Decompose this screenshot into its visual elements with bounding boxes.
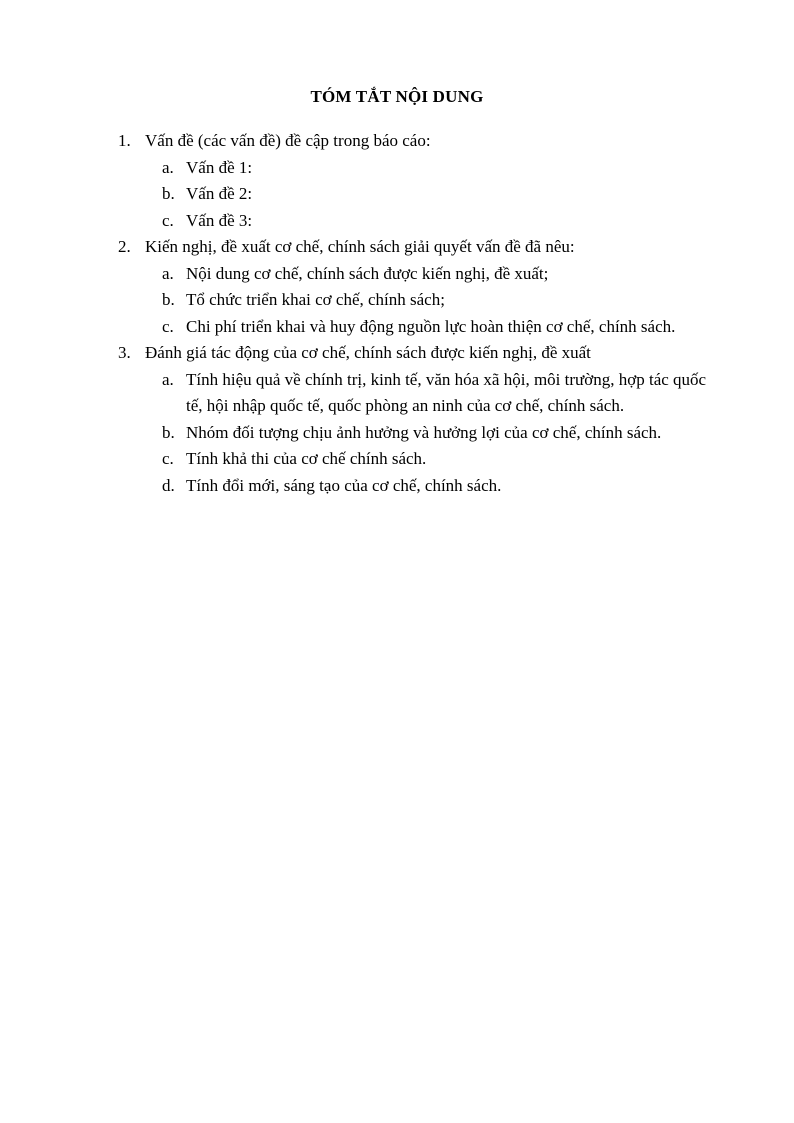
list-item-number: 1. [118,131,131,150]
sub-item [118,367,708,420]
sub-item-text: Tổ chức triển khai cơ chế, chính sách; [186,290,445,309]
sub-item-letter: a. [162,369,174,389]
page-title: TÓM TẮT NỘI DUNG [310,87,484,106]
sub-item [118,261,708,288]
sub-item-letter: b. [162,290,175,309]
list-item-section-2 [118,234,708,261]
sub-item-letter: c. [162,210,174,230]
sub-item-text: Tính đổi mới, sáng tạo của cơ chế, chính sách. [186,475,502,495]
sub-item [118,314,708,341]
list-item-number: 3. [118,343,131,362]
sub-item [118,208,708,235]
sub-item [118,287,708,314]
sub-item-letter: c. [162,316,174,336]
list-item-section-1 [118,128,708,155]
sub-item [118,155,708,182]
sub-item-letter: a. [162,157,174,177]
list-item-number: 2. [118,237,131,256]
list-item-section-3 [118,340,708,367]
list-item-text: Đánh giá tác động của cơ chế, chính sách được kiến nghị, đề xuất [145,343,591,362]
sub-item-text: Vấn đề 1: [186,157,253,177]
sub-item-text: Chi phí triển khai và huy động nguồn lực hoàn thiện cơ chế, chính sách. [186,316,676,336]
sub-item-text: Vấn đề 2: [186,184,253,203]
sub-item-letter: b. [162,422,175,442]
sub-item [118,181,708,208]
list-item-text: Vấn đề (các vấn đề) đề cập trong báo cáo: [145,131,431,150]
sub-item-letter: b. [162,184,175,203]
summary-list [118,128,708,499]
sub-item-letter: c. [162,449,174,468]
sub-item-text: Vấn đề 3: [186,210,253,230]
sub-item-text: Tính khả thi của cơ chế chính sách. [186,449,427,468]
sub-item-letter: d. [162,475,175,495]
sub-item-letter: a. [162,263,174,283]
sub-item-text: Nhóm đối tượng chịu ảnh hưởng và hưởng lợi của cơ chế, chính sách. [186,422,662,442]
sub-item-text: Tính hiệu quả về chính trị, kinh tế, văn hóa xã hội, môi trường, hợp tác quốc tế, hội nhập quốc tế, quốc phòng an ninh của cơ chế, chính sách. [186,369,707,415]
sub-item-text: Nội dung cơ chế, chính sách được kiến nghị, đề xuất; [186,263,549,283]
sub-item [118,420,708,447]
sub-item [118,446,708,473]
sub-item [118,473,708,500]
list-item-text: Kiến nghị, đề xuất cơ chế, chính sách giải quyết vấn đề đã nêu: [145,237,575,256]
